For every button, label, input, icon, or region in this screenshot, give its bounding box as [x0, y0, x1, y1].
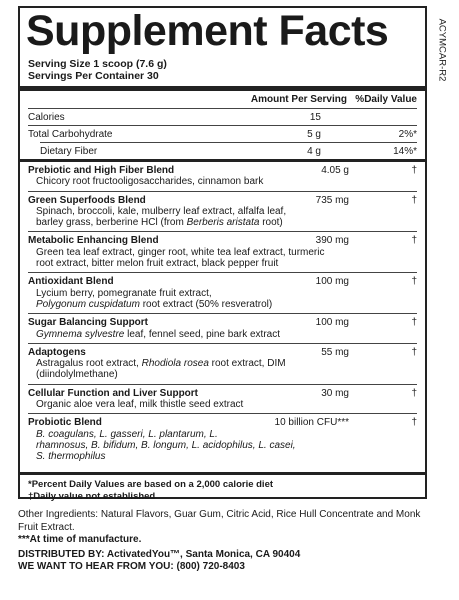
blend-name: Cellular Function and Liver Support: [28, 387, 199, 399]
blend-row: [28, 273, 417, 313]
amount-header: Amount Per Serving: [250, 94, 347, 105]
distributed-by: DISTRIBUTED BY: ActivatedYou™, Santa Monica, CA 90404: [18, 548, 301, 560]
blend-row: [28, 162, 417, 191]
blend-amount: 390 mg: [315, 235, 349, 247]
blend-name: Antioxidant Blend: [28, 276, 114, 288]
nutrient-name: Calories: [28, 111, 65, 123]
nutrient-amount: 15: [309, 111, 321, 123]
blend-amount: 30 mg: [321, 387, 349, 399]
footnote-not-established: †Daily value not established: [28, 490, 156, 502]
label-details: [18, 509, 438, 574]
nutrient-row: [28, 143, 417, 159]
servings-per-container: Servings Per Container 30: [28, 70, 159, 82]
blend-row: [28, 414, 417, 465]
blend-ingredients: Chicory root fructooligosaccharides, cinnamon bark: [36, 176, 264, 188]
contact-line: WE WANT TO HEAR FROM YOU: (800) 720-8403: [18, 561, 245, 572]
blend-ingredients: Spinach, broccoli, kale, mulberry leaf extract, alfalfa leaf, barley grass, berberine HCl (from Berberis aristata root): [36, 205, 287, 229]
blend-amount: 100 mg: [315, 317, 349, 329]
medium-divider: [20, 472, 425, 475]
daily-value-header: %Daily Value: [355, 94, 417, 105]
blend-row: [28, 232, 417, 272]
blend-row: [28, 192, 417, 232]
blend-dv: †: [411, 276, 417, 288]
blend-ingredients: Gymnema sylvestre leaf, fennel seed, pine bark extract: [36, 328, 281, 340]
blend-ingredients: Organic aloe vera leaf, milk thistle seed extract: [36, 399, 244, 411]
blend-name: Sugar Balancing Support: [28, 317, 149, 329]
blend-dv: †: [411, 194, 417, 206]
blend-dv: †: [411, 387, 417, 399]
footnotes: [28, 479, 417, 503]
blend-amount: 10 billion CFU***: [274, 417, 349, 429]
blend-dv: †: [411, 165, 417, 176]
blend-ingredients: Green tea leaf extract, ginger root, white tea leaf extract, turmeric root extract, bitter melon fruit extract, black pepper fruit: [36, 246, 325, 270]
serving-info: [28, 58, 417, 82]
blend-amount: 55 mg: [321, 346, 349, 358]
nutrient-row: [28, 126, 417, 142]
blend-amount: 4.05 g: [321, 165, 349, 176]
blend-ingredients: Astragalus root extract, Rhodiola rosea root extract, DIM (diindolylmethane): [36, 358, 286, 381]
blend-name: Prebiotic and High Fiber Blend: [28, 165, 175, 176]
nutrient-name: Total Carbohydrate: [28, 128, 113, 140]
nutrient-row: [28, 109, 417, 125]
footnote-daily-values: *Percent Daily Values are based on a 2,000 calorie diet: [28, 478, 274, 490]
blend-name: Adaptogens: [28, 346, 86, 358]
column-header: [28, 91, 417, 108]
blend-row: [28, 314, 417, 343]
blend-name: Green Superfoods Blend: [28, 194, 146, 206]
panel-title: Supplement Facts: [26, 7, 389, 55]
side-code-text: ACYMCAR-R2: [436, 18, 448, 82]
blend-row: [28, 385, 417, 414]
manufacture-note: ***At time of manufacture.: [18, 534, 142, 545]
supplement-facts-panel: [18, 6, 427, 502]
nutrient-name: Dietary Fiber: [40, 145, 98, 157]
blend-name: Metabolic Enhancing Blend: [28, 235, 159, 247]
blend-ingredients: B. coagulans, L. gasseri, L. plantarum, L. rhamnosus, B. bifidum, B. longum, L. acidophilus, L. casei, S. thermophilus: [36, 428, 296, 463]
blend-amount: 100 mg: [315, 276, 349, 288]
serving-size: Serving Size 1 scoop (7.6 g): [28, 58, 167, 70]
blend-name: Probiotic Blend: [28, 417, 102, 429]
blend-dv: †: [411, 317, 417, 329]
nutrient-dv: 14%*: [393, 145, 417, 157]
other-ingredients: Other Ingredients: Natural Flavors, Guar Gum, Citric Acid, Rice Hull Concentrate and Monk Fruit Extract.: [18, 509, 421, 533]
blend-dv: †: [411, 235, 417, 247]
blend-ingredients: Lycium berry, pomegranate fruit extract, Polygonum cuspidatum root extract (50% resveratrol): [36, 287, 273, 310]
blend-amount: 735 mg: [315, 194, 349, 206]
nutrient-dv: 2%*: [398, 128, 417, 140]
side-code: [434, 6, 450, 94]
nutrient-amount: 4 g: [307, 145, 321, 157]
nutrient-amount: 5 g: [307, 128, 321, 140]
blend-dv: †: [411, 417, 417, 429]
blend-row: [28, 344, 417, 384]
blend-dv: †: [411, 346, 417, 358]
